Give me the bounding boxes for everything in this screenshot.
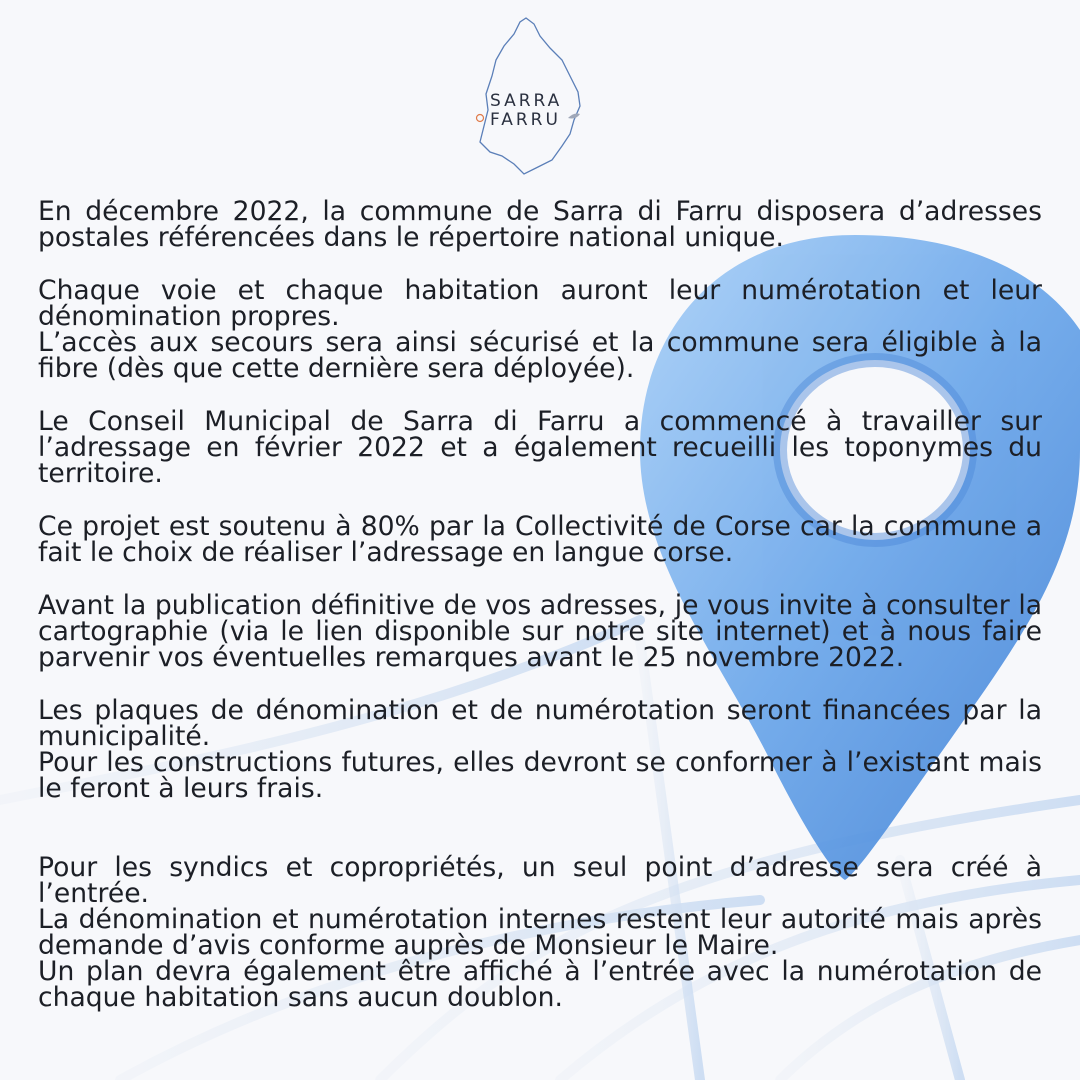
paragraph-3 xyxy=(38,406,1042,489)
paragraph-line: Ce projet est soutenu à 80% par la Collectivité de Corse car la commune a fait le choix de réaliser l’adressage en langue corse. xyxy=(38,511,1042,568)
paragraph-line: Un plan devra également être affiché à l’entrée avec la numérotation de chaque habitation sans aucun doublon. xyxy=(38,956,1042,1013)
paragraph-line: Chaque voie et chaque habitation auront leur numérotation et leur dénomination propres. xyxy=(38,275,1042,332)
paragraph-line: Pour les syndics et copropriétés, un seul point d’adresse sera créé à l’entrée. xyxy=(38,852,1042,909)
paragraph-1 xyxy=(38,196,1042,253)
paragraph-5 xyxy=(38,590,1042,673)
paragraph-7 xyxy=(38,852,1042,1013)
paragraph-line: En décembre 2022, la commune de Sarra di Farru disposera d’adresses postales référencées dans le répertoire national unique. xyxy=(38,196,1042,253)
paragraph-line: Les plaques de dénomination et de numérotation seront financées par la municipalité. xyxy=(38,695,1042,752)
paragraph-line: La dénomination et numérotation internes restent leur autorité mais après demande d’avis conforme auprès de Monsieur le Maire. xyxy=(38,904,1042,961)
announcement-text xyxy=(38,196,1042,1038)
paragraph-line: Le Conseil Municipal de Sarra di Farru a commencé à travailler sur l’adressage en février 2022 et a également recueilli les toponymes du territoire. xyxy=(38,406,1042,489)
paragraph-line: Avant la publication définitive de vos adresses, je vous invite à consulter la cartographie (via le lien disponible sur notre site internet) et à nous faire parvenir vos éventuelles remarques avant le 25 novembre 2022. xyxy=(38,590,1042,673)
paragraph-2 xyxy=(38,275,1042,384)
paragraph-line: Pour les constructions futures, elles devront se conformer à l’existant mais le feront à leurs frais. xyxy=(38,747,1042,804)
logo-text-line-1: SARRA xyxy=(490,91,563,111)
logo-text-line-2: FARRU xyxy=(490,110,561,130)
paragraph-line: L’accès aux secours sera ainsi sécurisé et la commune sera éligible à la fibre (dès que cette dernière sera déployée). xyxy=(38,327,1042,384)
paragraph-4 xyxy=(38,511,1042,568)
paragraph-6 xyxy=(38,695,1042,804)
